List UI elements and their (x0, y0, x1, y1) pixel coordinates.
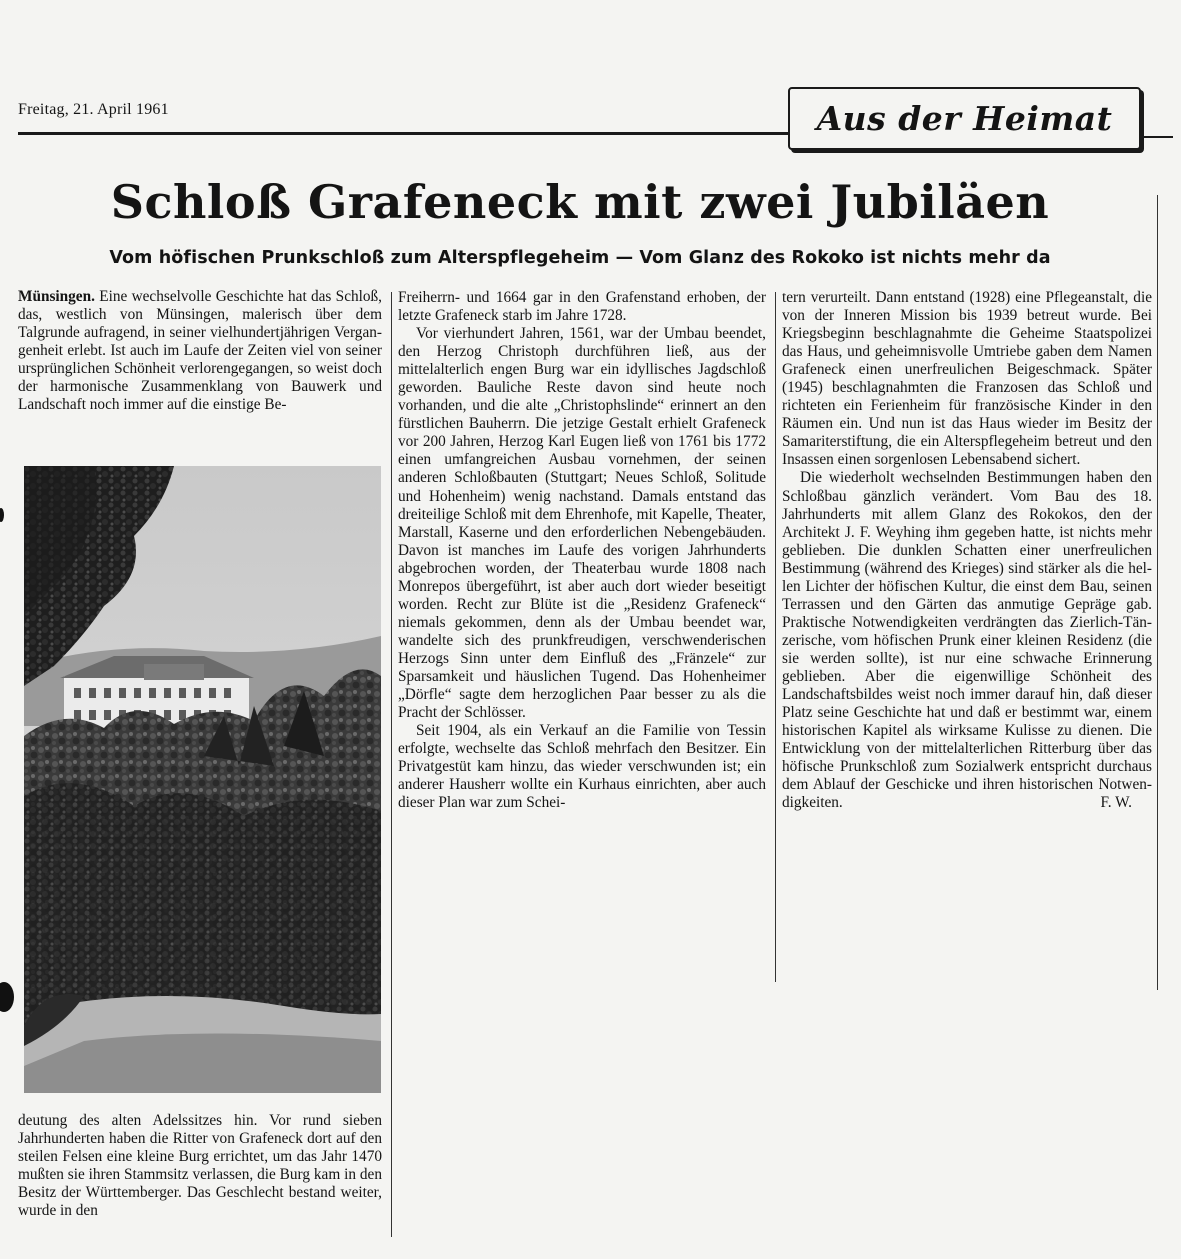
column-rule-1 (391, 292, 392, 1237)
article-paragraph: deutung des alten Adelssitzes hin. Vor rund sieben Jahrhunderten haben die Ritter von Grafeneck dort auf den steilen Felsen eine kleine Burg errichtet, um das Jahr 1470 mußten sie ihren Stammsitz verlassen, die Burg kam in den Besitz der Württemberger. Das Geschlecht bestand weiter, wurde in den (18, 1112, 382, 1220)
column-rule-right (1157, 195, 1158, 990)
article-subheadline: Vom höfischen Prunkschloß zum Alterspflegeheim — Vom Glanz des Rokoko ist nichts mehr da (109, 248, 1051, 268)
section-title: Aus der Heimat (816, 99, 1113, 138)
article-text: Eine wechselvolle Geschichte hat das Schloß, das, westlich von Münsingen, malerisch über dem Talgrunde aufragend, in seiner vielhundertjährigen Vergangenheit erlebt. Ist auch im Laufe der Zeiten viel von seiner ursprünglichen Schönheit verlorengegangen, so weist doch der harmonische Zusammenklang von Bauwerk und Landschaft noch immer auf die einstige Be- (18, 288, 383, 414)
column-rule-2 (775, 292, 776, 982)
article-paragraph: tern verurteilt. Dann entstand (1928) eine Pflegeanstalt, die von der Inneren Mission bis 1939 betreut wurde. Bei Kriegsbeginn beschlagnahmte die Geheime Staatspolizei das Haus, und geheimnisvolle Umtriebe gaben dem Namen Grafeneck einen unerfreulichen Beigeschmack. Später (1945) beschlagnahmten die Franzosen das Schloß und richteten ein Ferienheim für französische Kinder in den Räumen ein. Und nun ist das Haus wieder im Besitz der Samariterstiftung, die ein Alterspflegeheim betreut und den Insassen einen sorgenlosen Lebensabend sichert. (782, 289, 1152, 469)
article-paragraph: Seit 1904, als ein Verkauf an die Familie von Tessin erfolgte, wechselte das Schloß mehrfach den Besitzer. Ein Privatgestüt kam hinzu, das wieder verschwunden ist; ein anderer Hausherr wollte ein Kurhaus einrichten, aber auch dieser Plan war zum Schei- (398, 722, 766, 812)
section-title-box (788, 87, 1141, 150)
header-rule-right (1143, 136, 1173, 138)
issue-date: Freitag, 21. April 1961 (18, 101, 169, 118)
article-column-1-continued (18, 1112, 382, 1220)
article-paragraph: Die wiederholt wechselnden Bestimmungen haben den Schloßbau gänzlich verändert. Vom Bau des 18. Jahrhunderts mit allem Glanz des Rokokos, den der Architekt J. F. Weyhing ihm gegeben hatte, ist nichts mehr geblieben. Die dunklen Schatten einer unerfreulichen Bestimmung (während des Krieges) sind stärker als die hellen Lichter der höfischen Kultur, die einst dem Bau, seinen Terrassen und den Gärten das anmutige Gepräge gab. Praktische Notwendigkeiten verdrängten das Zierlich-Tänzerische, vom höfischen Prunk einer kleinen Residenz (die sie werden sollte), ist nur eine schwache Erinnerung geblieben. Aber die eigenwillige Schönheit des Landschaftsbildes weist noch immer darauf hin, daß dieser Platz seine Geschichte hat und daß er bestimmt war, einem historischen Kapitel als wirksame Kulisse zu dienen. Die Entwicklung von der mittelalterlichen Ritterburg über das höfische Prunkschloß zum Sozialwerk entspricht durchaus dem Ablauf der Geschicke und ihren historischen Notwendigkeiten. (782, 469, 1152, 812)
article-paragraph: Freiherrn- und 1664 gar in den Grafenstand erhoben, der letzte Grafeneck starb im Jahre 1728. (398, 289, 766, 325)
article-headline: Schloß Grafeneck mit zwei Jubiläen (110, 175, 1050, 229)
article-dateline: Münsingen. (18, 288, 95, 305)
margin-hole-mark (0, 982, 14, 1012)
article-column-2 (398, 289, 766, 812)
margin-hole-mark (0, 508, 4, 522)
article-column-1 (18, 288, 382, 414)
header-rule (18, 132, 788, 135)
article-paragraph (18, 288, 382, 414)
article-column-3 (782, 289, 1152, 812)
castle-photo (24, 466, 381, 1093)
author-signature: F. W. (1100, 794, 1132, 812)
article-paragraph: Vor vierhundert Jahren, 1561, war der Umbau beendet, den Herzog Christoph durchführen ließ, aus der mittelalterlich engen Burg war ein idyllisches Jagdschloß geworden. Bauliche Reste davon sind heute noch vorhanden, und die alte „Christophslinde“ erinnert an den fürstlichen Bauherrn. Die jetzige Gestalt erhielt Grafeneck vor 200 Jahren, Herzog Karl Eugen ließ von 1761 bis 1772 einen umfangreichen Ausbau vornehmen, der seinen anderen Schloßbauten (Stuttgart; Neues Schloß, Solitude und Hohenheim) wenig nachstand. Damals entstand das dreiteilige Schloß mit dem Ehrenhofe, mit Kapelle, Theater, Marstall, Kaserne und den erforderlichen Nebengebäuden. Davon ist manches im Laufe des vorigen Jahrhunderts abgebrochen worden, der Theaterbau wurde 1808 nach Monrepos übergeführt, ist aber auch dort wieder beseitigt worden. Recht zur Blüte ist die „Residenz Grafeneck“ niemals gekommen, denn als der Umbau beendet war, wandelte sich des prunkfreudigen, verschwenderischen Herzogs Sinn unter dem Einfluß des „Fränzele“ zur Sparsamkeit und häuslichen Tugend. Das Hohenheimer „Dörfle“ sagte dem herzoglichen Paar besser zu als die Pracht der Schlösser. (398, 325, 766, 722)
